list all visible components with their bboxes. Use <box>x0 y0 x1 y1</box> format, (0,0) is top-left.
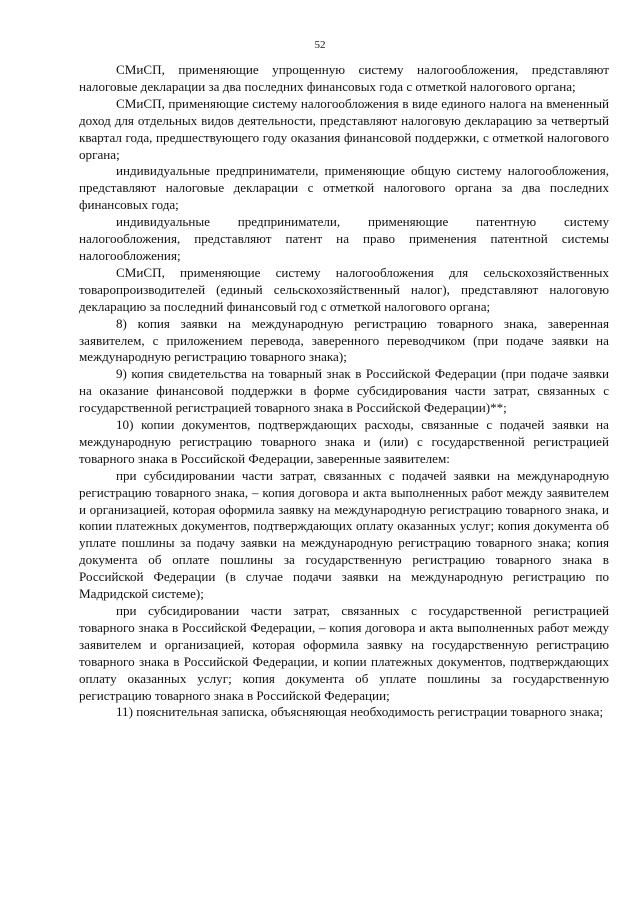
paragraph-eshn: СМиСП, применяющие систему налогообложения для сельскохозяйственных товаропроизводителей (единый сельскохозяйственный налог), представляют налоговую декларацию за последний финансовый год с отметкой налогового органа; <box>79 264 609 314</box>
paragraph-item-10: 10) копии документов, подтверждающих расходы, связанные с подачей заявки на международную регистрацию товарного знака и (или) с государственной регистрацией товарного знака в Российской Федерации, заверенные заявителем: <box>79 417 609 466</box>
document-body <box>79 62 609 721</box>
paragraph-international-registration: при субсидировании части затрат, связанных с подачей заявки на международную регистрацию товарного знака, – копия договора и акта выполненных работ между заявителем и организацией, которая оформила заявку на международную регистрацию товарного знака, и копии платежных документов, подтверждающих оплату оказанных услуг; копия документа об уплате пошлины за подачу заявки на международную регистрацию товарного знака; копия документа об оплате пошлины за государственную регистрацию товарного знака в Российской Федерации (в случае подачи заявки на международную регистрацию по Мадридской системе); <box>79 467 609 602</box>
paragraph-item-11: 11) пояснительная записка, объясняющая необходимость регистрации товарного знака; <box>116 704 604 720</box>
paragraph-ip-general: индивидуальные предприниматели, применяющие общую систему налогообложения, представляют налоговые декларации с отметкой налогового органа за два последних финансовых года; <box>79 163 609 213</box>
paragraph-state-registration: при субсидировании части затрат, связанных с государственной регистрацией товарного знака в Российской Федерации, – копия договора и акта выполненных работ между заявителем и организацией, которая оформила заявку на государственную регистрацию товарного знака в Российской Федерации, и копии платежных документов, подтверждающих оплату оказанных услуг; копия документа об уплате пошлины за государственную регистрацию товарного знака в Российской Федерации; <box>79 603 609 703</box>
paragraph-item-9: 9) копия свидетельства на товарный знак в Российской Федерации (при подаче заявки на оказание финансовой поддержки в форме субсидирования части затрат, связанных с государственной регистрацией товарного знака в Российской Федерации)**; <box>79 366 609 416</box>
paragraph-ip-patent: индивидуальные предприниматели, применяющие патентную систему налогообложения, представляют патент на право применения патентной системы налогообложения; <box>79 214 609 263</box>
paragraph-envd: СМиСП, применяющие систему налогообложения в виде единого налога на вмененный доход для отдельных видов деятельности, представляют налоговую декларацию за четвертый квартал года, предшествующего году оказания финансовой поддержки, с отметкой налогового органа; <box>79 95 609 162</box>
paragraph-item-8: 8) копия заявки на международную регистрацию товарного знака, заверенная заявителем, с приложением перевода, заверенного переводчиком (при подаче заявки на международную регистрацию товарного знака); <box>79 315 609 365</box>
page-number: 52 <box>314 39 326 51</box>
paragraph-usn: СМиСП, применяющие упрощенную систему налогообложения, представляют налоговые декларации за два последних финансовых года с отметкой налогового органа; <box>79 62 609 94</box>
